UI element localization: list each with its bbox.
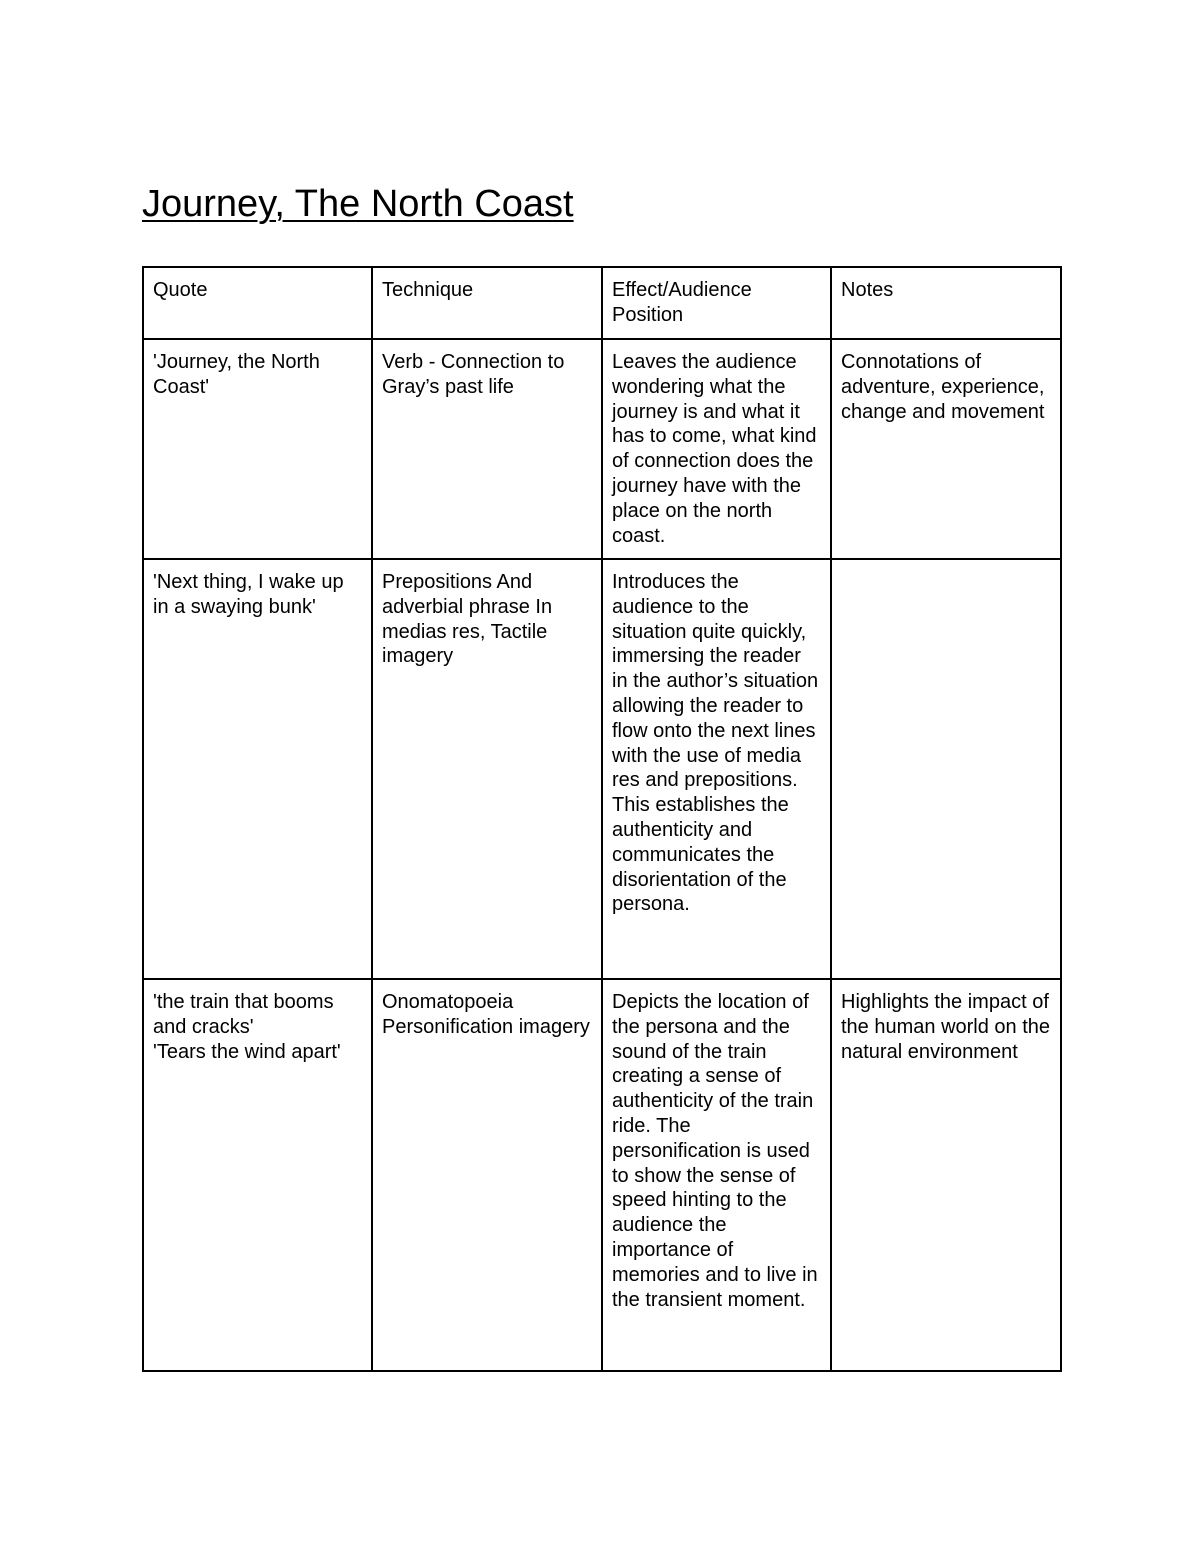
header-notes: Notes xyxy=(831,267,1061,339)
quote-line: 'the train that booms and cracks' xyxy=(153,991,334,1038)
cell-technique: Onomatopoeia Personification imagery xyxy=(372,979,602,1371)
cell-technique: Prepositions And adverbial phrase In medias res, Tactile imagery xyxy=(372,559,602,979)
table-row xyxy=(143,339,1061,559)
header-quote: Quote xyxy=(143,267,372,339)
table-row xyxy=(143,979,1061,1371)
header-technique: Technique xyxy=(372,267,602,339)
cell-technique: Verb - Connection to Gray’s past life xyxy=(372,339,602,559)
quote-line: 'Next thing, I wake up in a swaying bunk' xyxy=(153,571,344,618)
cell-effect: Introduces the audience to the situation quite quickly, immersing the reader in the author’s situation allowing the reader to flow onto the next lines with the use of media res and prepositions. This establishes the authenticity and communicates the disorientation of the persona. xyxy=(602,559,831,979)
cell-quote xyxy=(143,979,372,1371)
quote-line: 'Tears the wind apart' xyxy=(153,1040,341,1063)
cell-notes: Connotations of adventure, experience, change and movement xyxy=(831,339,1061,559)
cell-notes: Highlights the impact of the human world on the natural environment xyxy=(831,979,1061,1371)
cell-quote xyxy=(143,339,372,559)
table-row xyxy=(143,559,1061,979)
analysis-table xyxy=(142,266,1062,1372)
cell-quote xyxy=(143,559,372,979)
cell-effect: Depicts the location of the persona and the sound of the train creating a sense of authenticity of the train ride. The personification is used to show the sense of speed hinting to the audience the importance of memories and to live in the transient moment. xyxy=(602,979,831,1371)
header-effect: Effect/Audience Position xyxy=(602,267,831,339)
quote-line: 'Journey, the North Coast' xyxy=(153,351,320,398)
cell-effect: Leaves the audience wondering what the journey is and what it has to come, what kind of connection does the journey have with the place on the north coast. xyxy=(602,339,831,559)
document-title: Journey, The North Coast xyxy=(142,183,574,225)
cell-notes xyxy=(831,559,1061,979)
table-header-row xyxy=(143,267,1061,339)
